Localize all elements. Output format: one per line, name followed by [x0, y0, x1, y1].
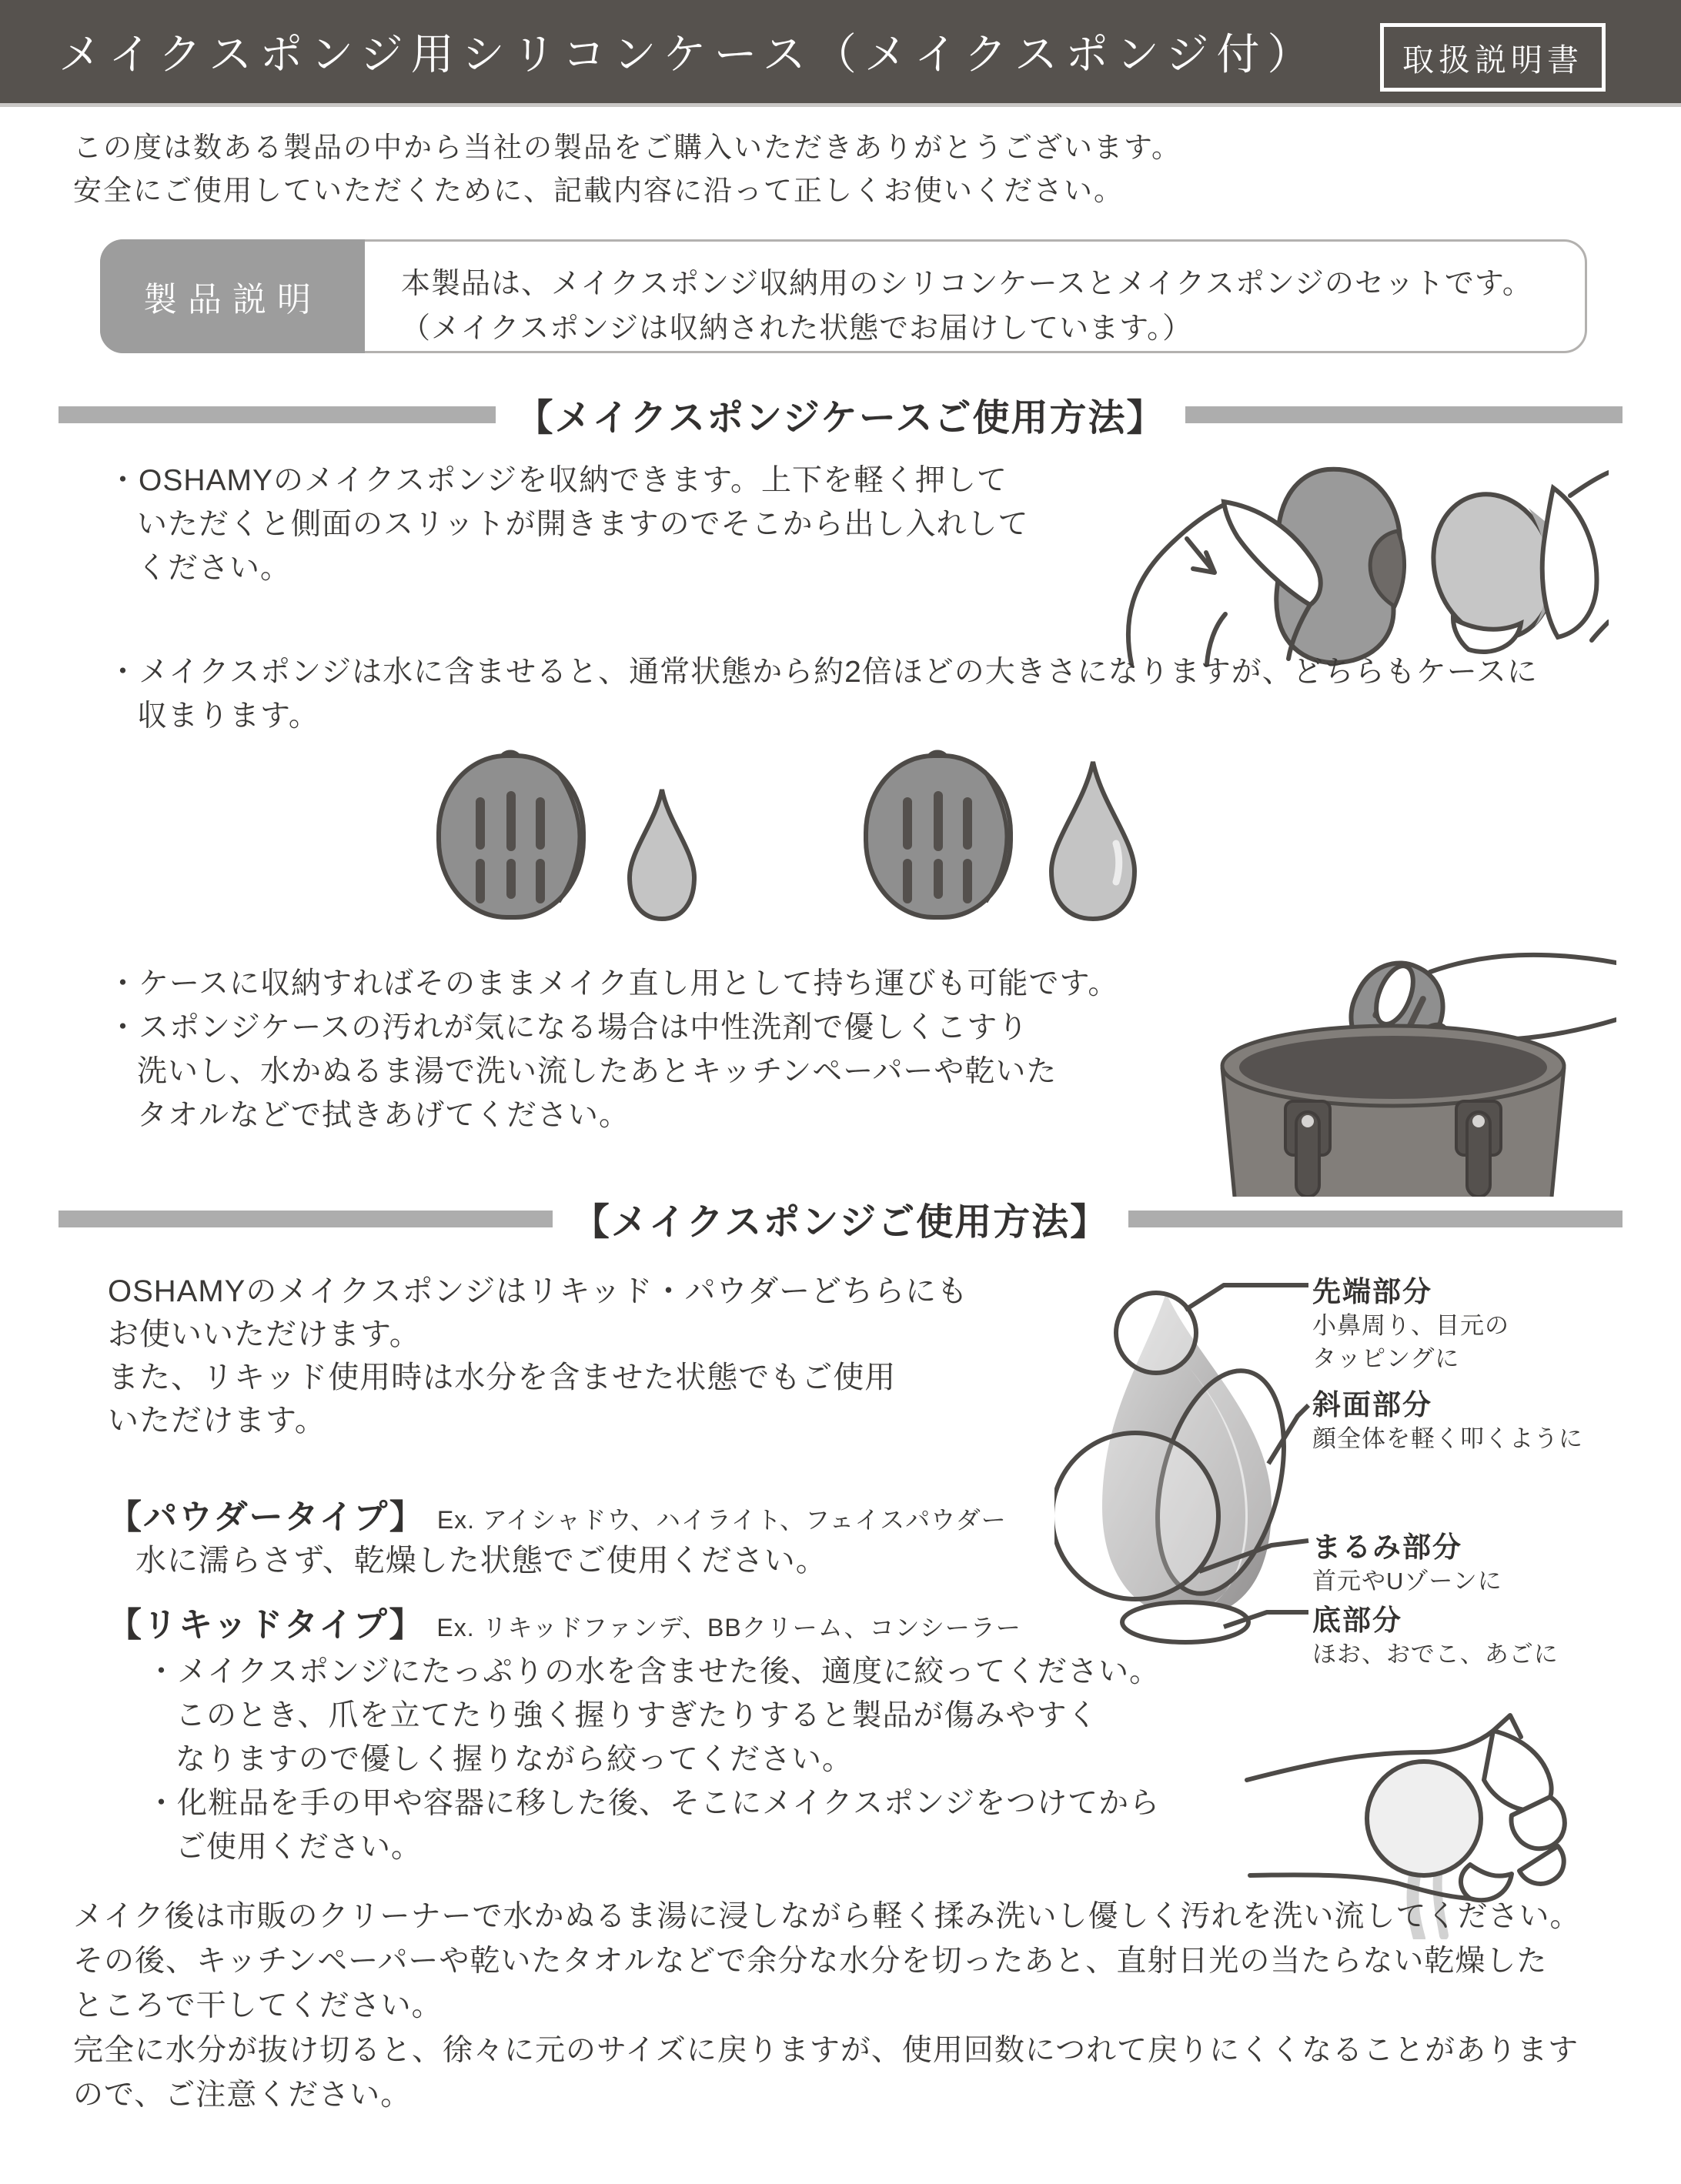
powder-type-examples: Ex. アイシャドウ、ハイライト、フェイスパウダー [436, 1506, 1007, 1534]
liquid-type-heading: 【リキッドタイプ】 [108, 1606, 425, 1644]
page-title: メイクスポンジ用シリコンケース（メイクスポンジ付） [58, 30, 1318, 78]
body-line: タオルなどで拭きあげてください。 [137, 1099, 630, 1132]
product-description-box [100, 239, 1587, 353]
body-line: いただけます。 [108, 1404, 326, 1438]
body-line: ので、ご注意ください。 [73, 2079, 412, 2112]
header-bar [0, 0, 1681, 103]
body-line: ください。 [137, 552, 292, 585]
body-line: その後、キッチンペーパーや乾いたタオルなどで余分な水分を切ったあと、直射日光の当たらない乾燥した [73, 1945, 1548, 1978]
powder-type-heading: 【パウダータイプ】 [108, 1498, 425, 1536]
hands-opening-case-illustration [1093, 422, 1609, 670]
section-title: 【メイクスポンジご使用方法】 [572, 1202, 1109, 1243]
body-line: このとき、爪を立てたり強く握りすぎたりすると製品が傷みやすく [175, 1699, 1098, 1732]
body-line: ・ケースに収納すればそのままメイク直し用として持ち運びも可能です。 [108, 967, 1119, 1000]
body-line: 洗いし、水かぬるま湯で洗い流したあとキッチンペーパーや乾いた [137, 1055, 1058, 1088]
section-title: 【メイクスポンジケースご使用方法】 [516, 398, 1165, 439]
case-sponge-size-comparison-illustration [431, 743, 1162, 922]
diagram-label-tip: 先端部分 [1312, 1276, 1432, 1307]
section-heading-sponge-usage [58, 1192, 1623, 1245]
sponge-intro-paragraph [108, 1270, 968, 1442]
diagram-label-slope: 斜面部分 [1312, 1389, 1432, 1421]
wet-sponge-shape [1051, 762, 1135, 919]
body-line: なりますので優しく握りながら絞ってください。 [175, 1743, 854, 1776]
diagram-desc-tip: タッピングに [1312, 1345, 1460, 1372]
body-line: また、リキッド使用時は水分を含ませた状態でもご使用 [108, 1361, 897, 1394]
intro-line: この度は数ある製品の中から当社の製品をご購入いただきありがとうございます。 [73, 132, 1182, 163]
body-line: ・化粧品を手の甲や容器に移した後、そこにメイクスポンジをつけてから [146, 1787, 1161, 1820]
product-description-label: 製品説明 [100, 239, 365, 353]
intro-paragraph [73, 126, 1181, 212]
diagram-label-bottom: 底部分 [1312, 1605, 1402, 1636]
diagram-desc-bottom: ほお、おでこ、あごに [1312, 1641, 1559, 1668]
body-line: OSHAMYのメイクスポンジはリキッド・パウダーどちらにも [108, 1274, 969, 1308]
body-line: 収まります。 [137, 700, 319, 733]
body-line: メイク後は市販のクリーナーで水かぬるま湯に浸しながら軽く揉み洗いし優しく汚れを洗い流してください。 [73, 1900, 1581, 1933]
sponge-parts-diagram [1054, 1262, 1310, 1681]
case-bullet-1 [108, 459, 1028, 590]
powder-type-heading-row [108, 1489, 1007, 1538]
product-description-text [401, 262, 1532, 351]
powder-type-body [135, 1539, 827, 1582]
diagram-desc-tip: 小鼻周り、目元の [1312, 1312, 1509, 1339]
body-line: いただくと側面のスリットが開きますのでそこから出し入れして [137, 508, 1029, 541]
liquid-type-bullets [146, 1650, 1160, 1869]
body-line: お使いいただけます。 [108, 1317, 421, 1351]
body-line: ご使用ください。 [175, 1831, 423, 1864]
dry-sponge-shape [630, 790, 694, 919]
manual-badge: 取扱説明書 [1380, 23, 1606, 92]
heading-bar-right [1185, 406, 1623, 423]
heading-bar-left [58, 406, 496, 423]
product-description-line: 本製品は、メイクスポンジ収納用のシリコンケースとメイクスポンジのセットです。 [401, 268, 1532, 300]
heading-bar-right [1128, 1211, 1623, 1227]
body-line: 完全に水分が抜け切ると、徐々に元のサイズに戻りますが、使用回数につれて戻りにくくなることがあります [73, 2034, 1579, 2067]
intro-line: 安全にご使用していただくために、記載内容に沿って正しくお使いください。 [73, 175, 1124, 206]
case-bullets-3-4 [108, 962, 1118, 1137]
body-line: ・スポンジケースの汚れが気になる場合は中性洗剤で優しくこすり [108, 1011, 1029, 1044]
body-line: 水に濡らさず、乾燥した状態でご使用ください。 [135, 1544, 827, 1578]
body-line: ・メイクスポンジにたっぷりの水を含ませた後、適度に絞ってください。 [146, 1655, 1161, 1688]
case-into-bag-illustration [1170, 950, 1616, 1197]
diagram-desc-round: 首元やUゾーンに [1312, 1568, 1502, 1595]
liquid-type-examples: Ex. リキッドファンデ、BBクリーム、コンシーラー [436, 1614, 1021, 1641]
care-instructions-paragraph [73, 1895, 1580, 2118]
diagram-desc-slope: 顔全体を軽く叩くように [1312, 1425, 1583, 1452]
body-line: ところで干してください。 [73, 1989, 443, 2022]
product-description-line: （メイクスポンジは収納された状態でお届けしています。） [401, 312, 1193, 345]
case-bullet-2 [108, 650, 1538, 738]
body-line: ・メイクスポンジは水に含ませると、通常状態から約2倍ほどの大きさになりますが、どちらもケースに [108, 656, 1538, 689]
body-line: ・OSHAMYのメイクスポンジを収納できます。上下を軽く押して [108, 464, 1008, 497]
liquid-type-heading-row [108, 1597, 1021, 1646]
heading-bar-left [58, 1211, 553, 1227]
diagram-label-round: まるみ部分 [1312, 1531, 1462, 1563]
